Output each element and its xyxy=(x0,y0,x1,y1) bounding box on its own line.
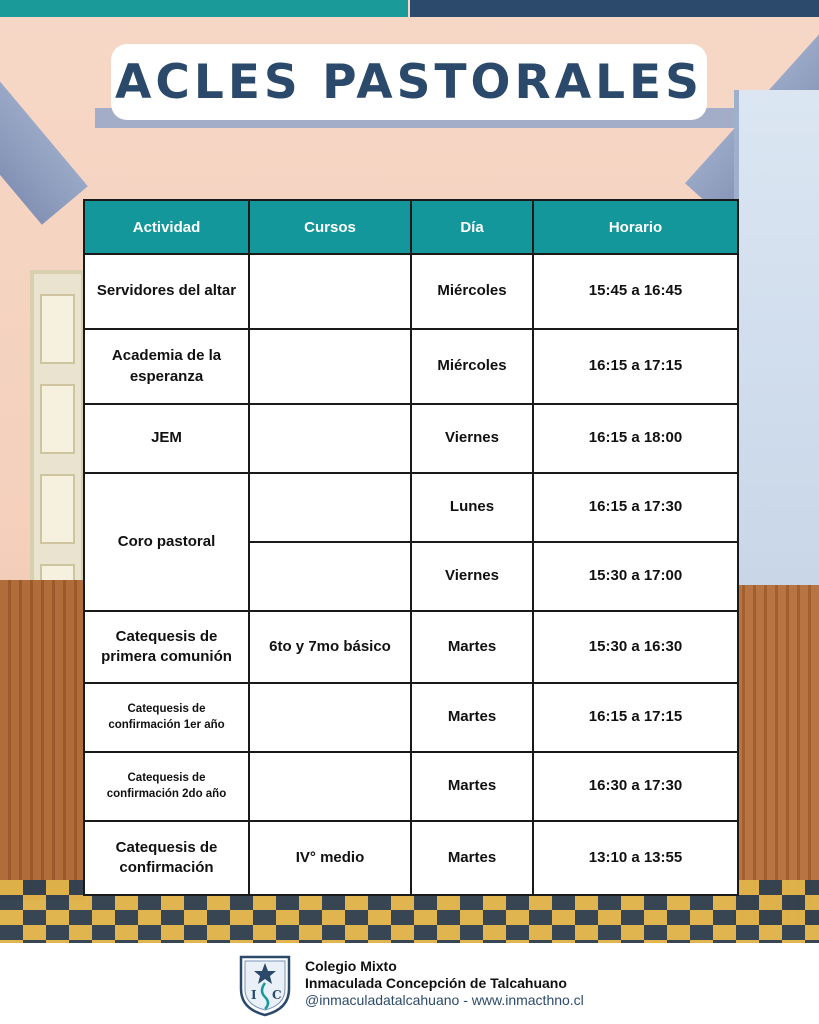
page-title: ACLES PASTORALES xyxy=(115,54,703,110)
school-logo xyxy=(237,951,293,1017)
svg-text:C: C xyxy=(272,988,282,1002)
cell-cursos xyxy=(249,329,411,404)
table-row xyxy=(84,473,738,542)
cell-dia: Martes xyxy=(411,611,533,683)
cell-dia: Lunes xyxy=(411,473,533,542)
cell-cursos xyxy=(249,404,411,473)
cell-dia: Miércoles xyxy=(411,254,533,329)
table-row xyxy=(84,404,738,473)
cell-cursos xyxy=(249,683,411,752)
top-bar-teal xyxy=(0,0,408,17)
cell-horario: 16:15 a 17:15 xyxy=(533,683,738,752)
header-actividad: Actividad xyxy=(84,200,249,254)
cell-horario: 13:10 a 13:55 xyxy=(533,821,738,895)
cell-dia: Miércoles xyxy=(411,329,533,404)
cell-cursos: 6to y 7mo básico xyxy=(249,611,411,683)
wood-panel-left xyxy=(0,580,85,900)
header-horario: Horario xyxy=(533,200,738,254)
svg-text:I: I xyxy=(251,988,257,1002)
cell-actividad: Servidores del altar xyxy=(84,254,249,329)
school-type: Colegio Mixto xyxy=(305,958,397,974)
ceiling-beam-left xyxy=(0,10,88,225)
cell-dia: Viernes xyxy=(411,542,533,611)
table-row xyxy=(84,821,738,895)
header-dia: Día xyxy=(411,200,533,254)
cell-cursos xyxy=(249,542,411,611)
cell-dia: Martes xyxy=(411,683,533,752)
school-name: Inmaculada Concepción de Talcahuano xyxy=(305,975,567,991)
wood-panel-right xyxy=(734,585,819,925)
cell-actividad: Catequesis de confirmación 2do año xyxy=(84,752,249,821)
cell-actividad: Catequesis de primera comunión xyxy=(84,611,249,683)
cell-actividad: JEM xyxy=(84,404,249,473)
table-header-row xyxy=(84,200,738,254)
table-row xyxy=(84,611,738,683)
window-right xyxy=(734,90,819,590)
header-cursos: Cursos xyxy=(249,200,411,254)
cell-actividad: Academia de la esperanza xyxy=(84,329,249,404)
cell-cursos xyxy=(249,254,411,329)
table-row xyxy=(84,752,738,821)
cell-dia: Martes xyxy=(411,752,533,821)
cell-horario: 15:30 a 16:30 xyxy=(533,611,738,683)
footer-text xyxy=(305,958,584,1009)
school-contact: @inmaculadatalcahuano - www.inmacthno.cl xyxy=(305,992,584,1008)
table-row xyxy=(84,254,738,329)
cell-horario: 16:15 a 17:15 xyxy=(533,329,738,404)
cell-dia: Viernes xyxy=(411,404,533,473)
cell-horario: 16:15 a 17:30 xyxy=(533,473,738,542)
table-row xyxy=(84,683,738,752)
cell-horario: 16:30 a 17:30 xyxy=(533,752,738,821)
table-row xyxy=(84,329,738,404)
title-box xyxy=(111,44,707,120)
cell-horario: 15:30 a 17:00 xyxy=(533,542,738,611)
cell-cursos xyxy=(249,473,411,542)
cell-cursos: IV° medio xyxy=(249,821,411,895)
cell-horario: 15:45 a 16:45 xyxy=(533,254,738,329)
cell-horario: 16:15 a 18:00 xyxy=(533,404,738,473)
cell-cursos xyxy=(249,752,411,821)
cell-actividad: Coro pastoral xyxy=(84,473,249,611)
top-bar-navy xyxy=(410,0,819,17)
cell-actividad: Catequesis de confirmación xyxy=(84,821,249,895)
cell-actividad: Catequesis de confirmación 1er año xyxy=(84,683,249,752)
cell-dia: Martes xyxy=(411,821,533,895)
schedule-table xyxy=(83,199,739,896)
